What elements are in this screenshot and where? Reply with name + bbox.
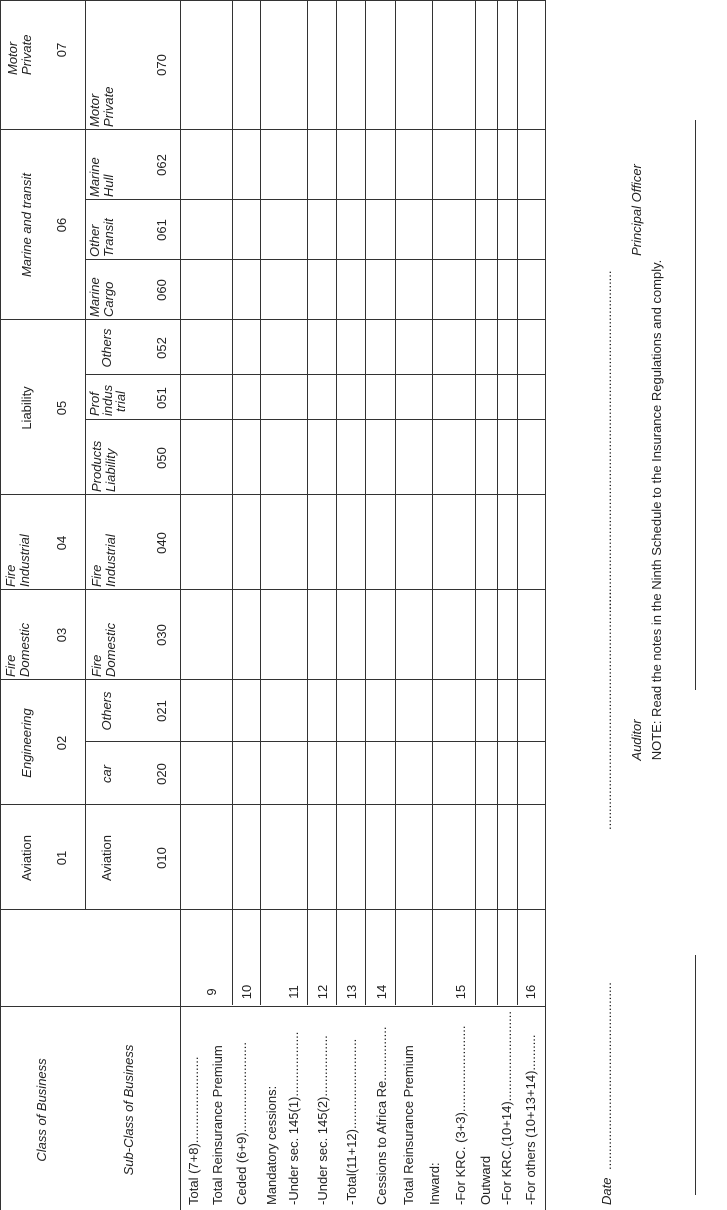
table-bottom-border [545, 0, 546, 1210]
subclass-other-transit: Other [87, 224, 102, 257]
column-line [0, 679, 545, 680]
row-label: Mandatory cessions: [264, 1085, 279, 1205]
row-label: Total Reinsurance Premium [401, 1045, 416, 1205]
subclass-code: 051 [154, 387, 169, 409]
subclass-marine-cargo: Marine [87, 277, 102, 317]
class-name-motor-private: Motor [5, 41, 20, 75]
row-line [232, 0, 233, 1005]
class-name-fire-domestic: Fire [3, 654, 18, 677]
compliance-note: NOTE: Read the notes in the Ninth Schedule to the Insurance Regulations and comply. [649, 259, 664, 761]
subclass-other-transit: Transit [101, 218, 116, 257]
row-line [365, 0, 366, 1005]
subclass-marine-cargo: Cargo [101, 281, 116, 317]
class-name-engineering: Engineering [19, 708, 34, 778]
column-line [0, 909, 545, 910]
row-number: 16 [523, 984, 538, 1000]
row-label: -For KRC.(10+14)......................... [499, 1011, 514, 1205]
column-line [0, 494, 545, 495]
subclass-products-liability: Liability [103, 448, 118, 492]
row-line [497, 0, 498, 1005]
row-label: -Under sec. 145(2)................. [315, 1035, 330, 1205]
row-label: -Total(11+12)......................... [344, 1038, 359, 1205]
table-right-border [0, 0, 545, 1]
subclass-marine-hull: Hull [101, 174, 116, 197]
subclass-code: 030 [154, 624, 169, 646]
row-line [475, 0, 476, 1005]
row-line [432, 0, 433, 1005]
row-number: 9 [204, 988, 219, 996]
row-line [336, 0, 337, 1005]
column-line [0, 1006, 545, 1007]
subclass-fire-domestic: Fire [89, 654, 104, 677]
row-label: Total (7+8)........................ [186, 1056, 201, 1205]
row-number: 12 [315, 984, 330, 1000]
subclass-marine-hull: Marine [87, 157, 102, 197]
auditor-signature-field[interactable]: .................................................................. [599, 591, 614, 830]
class-code: 04 [54, 535, 69, 551]
subclass-code: 021 [154, 700, 169, 722]
subclass-code: 010 [154, 847, 169, 869]
row-number: 10 [239, 984, 254, 1000]
class-code: 05 [54, 400, 69, 416]
row-label: Outward [478, 1155, 493, 1205]
subclass-prof-industrial: indus [100, 384, 115, 416]
column-line [85, 259, 545, 260]
row-label: Cessions to Africa Re............... [374, 1026, 389, 1205]
class-code: 07 [54, 42, 69, 58]
class-code: 03 [54, 627, 69, 643]
subclass-code: 040 [154, 532, 169, 554]
header-divider [85, 0, 86, 910]
column-line [85, 199, 545, 200]
subclass-aviation: Aviation [99, 834, 114, 882]
date-field[interactable]: .................................................... [599, 982, 614, 1170]
row-number: 13 [344, 984, 359, 1000]
subclass-motor-private: Private [101, 86, 116, 127]
sub-header-divider [180, 0, 181, 1210]
subclass-code: 070 [154, 54, 169, 76]
column-line [0, 589, 545, 590]
class-name-fire-domestic: Domestic [17, 622, 32, 677]
subclass-car: car [99, 764, 114, 784]
subclass-liability-others: Others [99, 328, 114, 368]
row-label: Total Reinsurance Premium [210, 1045, 225, 1205]
table-top-border [0, 0, 1, 1210]
column-line [0, 804, 545, 805]
principal-officer-label: Principal Officer [629, 164, 644, 256]
subclass-code: 060 [154, 279, 169, 301]
class-name-aviation: Aviation [19, 834, 34, 882]
class-name-fire-industrial: Industrial [17, 534, 32, 587]
subclass-prof-industrial: Prof [87, 392, 102, 416]
row-line [307, 0, 308, 1005]
subclass-code: 062 [154, 154, 169, 176]
row-label: -Under sec. 145(1).................. [286, 1031, 301, 1205]
class-name-marine-and-transit: Marine and transit [19, 172, 34, 278]
class-of-business-heading: Class of Business [34, 1058, 49, 1162]
class-code: 01 [54, 850, 69, 866]
row-label: -For others (10+13+14).......... [523, 1034, 538, 1205]
date-label: Date [599, 1177, 614, 1205]
subclass-fire-domestic: Domestic [103, 622, 118, 677]
subclass-others: Others [99, 691, 114, 731]
class-name-fire-industrial: Fire [3, 564, 18, 587]
column-line [85, 741, 545, 742]
subclass-code: 050 [154, 447, 169, 469]
row-label: Inward: [427, 1162, 442, 1205]
column-line [0, 319, 545, 320]
class-name-motor-private: Private [19, 34, 34, 75]
row-number: 11 [286, 985, 301, 999]
row-line [517, 0, 518, 1005]
subclass-fire-industrial: Industrial [103, 534, 118, 587]
row-line [260, 0, 261, 1005]
class-code: 02 [54, 735, 69, 751]
footer-rule [695, 120, 696, 690]
auditor-label: Auditor [629, 719, 644, 761]
subclass-code: 020 [154, 763, 169, 785]
subclass-products-liability: Products [89, 440, 104, 492]
row-label: -For KRC. (3+3)........................ [453, 1025, 468, 1205]
row-number: 15 [453, 984, 468, 1000]
class-name-liability: Liability [19, 386, 34, 430]
subclass-code: 052 [154, 337, 169, 359]
column-line [85, 374, 545, 375]
principal-officer-signature-field[interactable]: .............................................................................................. [599, 270, 614, 610]
row-line [395, 0, 396, 1005]
subclass-fire-industrial: Fire [89, 564, 104, 587]
class-code: 06 [54, 217, 69, 233]
footer-rule [695, 955, 696, 1195]
subclass-prof-industrial: trial [113, 391, 128, 412]
column-line [85, 419, 545, 420]
sub-class-of-business-heading: Sub-Class of Business [121, 1044, 136, 1176]
column-line [0, 129, 545, 130]
row-number: 14 [374, 984, 389, 1000]
row-label: Ceded (6+9)......................... [234, 1042, 249, 1205]
subclass-motor-private: Motor [87, 93, 102, 127]
subclass-code: 061 [154, 219, 169, 241]
